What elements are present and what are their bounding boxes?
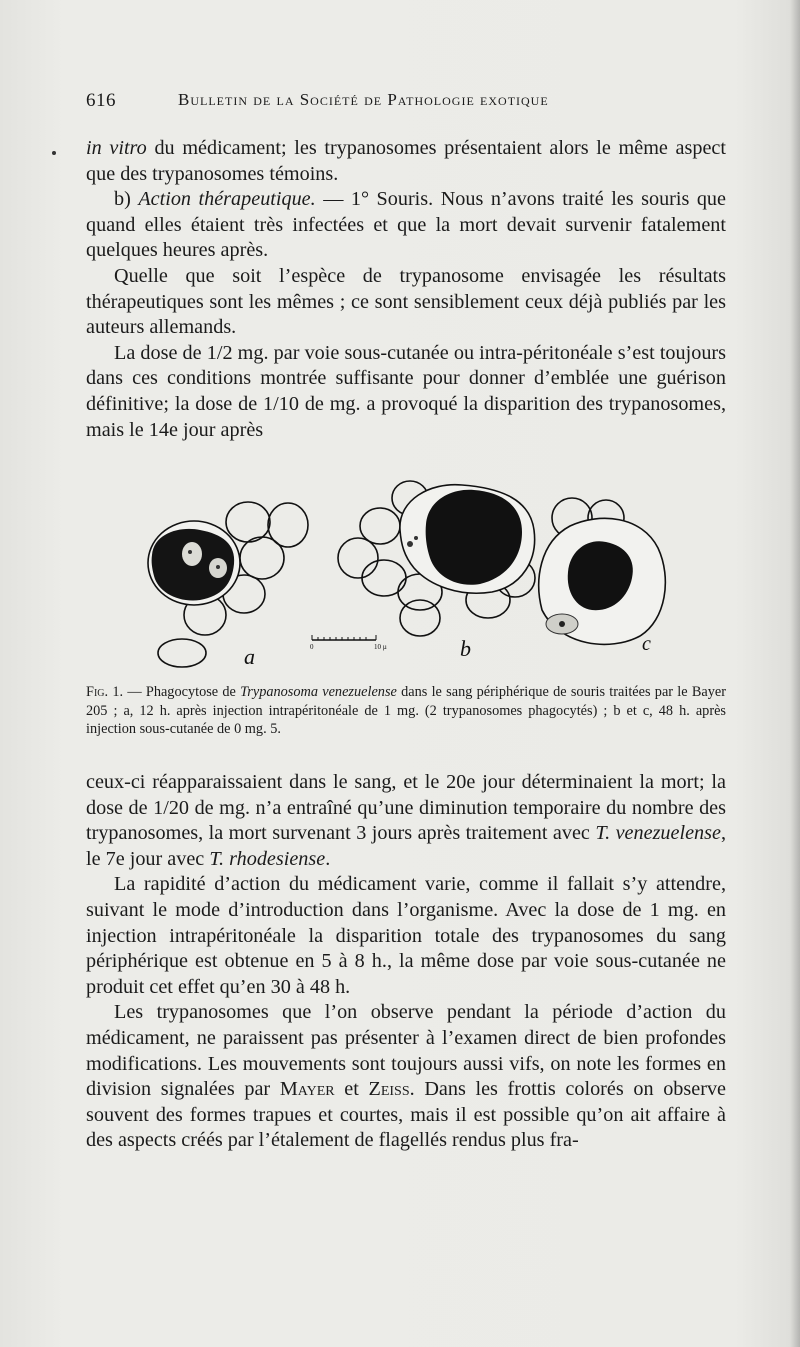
red-cell <box>362 560 406 596</box>
text-run: , le 7e jour avec <box>86 822 727 870</box>
italic-heading: Action thérapeutique. <box>138 188 316 211</box>
caption-text: dans le sang périphérique de souris traitées par le Bayer 205 ; a, 12 h. après injection intrapéritonéale de 1 mg. (2 trypanosomes phagocytés) ; b et c, 48 h. après injection sous-cutanée de 0 mg. 5. <box>86 684 727 737</box>
author-name: Mayer <box>279 1078 335 1101</box>
paragraph <box>86 264 726 341</box>
caption-species: Trypanosoma venezuelense <box>240 684 397 700</box>
running-header <box>86 90 726 116</box>
red-cell <box>240 537 284 579</box>
paragraph <box>86 1000 726 1154</box>
figure-illustration <box>130 460 700 682</box>
text-run: La rapidité d’action du médicament varie, comme il fallait s’y attendre, suivant le mode d’introduction dans l’organisme. Avec la dose de 1 mg. en injection intrapéritonéale la disparition totale des trypanosomes du sang périphérique est obtenue en 5 à 8 h., la même dose par voie sous-cutanée ne produit cet effet qu’en 30 à 48 h. <box>86 873 726 998</box>
phagocytosis-drawing <box>130 460 700 682</box>
text-run: . <box>325 847 331 870</box>
italic-phrase: in vitro <box>86 137 147 159</box>
trypanosome-dot <box>188 550 192 554</box>
text-run: b) <box>114 188 139 211</box>
red-cell <box>360 508 400 544</box>
text-run: . Dans les frottis colorés on observe souvent des formes trapues et courtes, mais il est possible qu’on ait affaire à des aspects créés par l’étalement de flagellés rendus plus fra- <box>86 1078 726 1152</box>
panel-label-c: c <box>642 633 651 655</box>
paragraph <box>86 341 726 443</box>
leucocyte-b <box>400 485 535 594</box>
text-run: — 1° Souris. Nous n’avons traité les souris que quand elles étaient très infectées et que la mort devait survenir fatalement quelques heures après. <box>86 188 726 262</box>
running-title: Bulletin de la Société de Pathologie exotique <box>178 90 549 109</box>
scale-start-label: 0 <box>310 643 314 651</box>
scale-bar <box>310 635 387 651</box>
author-name: Zeiss <box>368 1078 410 1101</box>
red-cell <box>226 502 270 542</box>
text-run: Quelle que soit l’espèce de trypanosome envisagée les résultats thérapeutiques sont les mêmes ; ce sont sensiblement ceux déjà publiés par les auteurs allemands. <box>86 264 726 339</box>
trypanosome-dot <box>559 621 565 627</box>
text-run: du médicament; les trypanosomes présentaient alors le même aspect que des trypanosomes témoins. <box>86 137 726 185</box>
scale-end-label: 10 µ <box>374 643 387 651</box>
text-run: et <box>334 1078 369 1101</box>
vacuole <box>182 542 202 566</box>
red-cell <box>158 639 206 667</box>
figure-caption <box>86 683 726 739</box>
trypanosome-dot <box>414 536 418 540</box>
caption-label: Fig. 1. <box>86 684 124 700</box>
italic-species: T. rhodesiense <box>209 847 326 870</box>
trypanosome-dot <box>216 565 220 569</box>
italic-species: T. venezuelense <box>595 822 721 845</box>
text-run: ceux-ci réapparaissaient dans le sang, et le 20e jour déterminaient la mort; la dose de 1/20 de mg. n’a entraîné qu’une diminution temporaire du nombre des trypanosomes, la mort survenant 3 jours après traitement avec <box>86 771 726 845</box>
margin-mark <box>52 151 56 155</box>
leucocyte-a <box>148 521 240 605</box>
paragraph <box>86 770 726 872</box>
page-edge <box>790 0 800 1347</box>
caption-text: — Phagocytose de <box>123 684 241 700</box>
page-number: 616 <box>86 90 116 111</box>
red-cell <box>338 538 378 578</box>
red-cell <box>400 600 440 636</box>
text-run: Les trypanosomes que l’on observe pendant la période d’action du médicament, ne paraissent pas présenter à l’examen direct de bien profondes modifications. Les mouvements sont toujours aussi vifs, on note les formes en division signalées par <box>86 1001 726 1101</box>
paragraph <box>86 187 726 264</box>
trypanosome-dot <box>407 541 413 547</box>
paragraph <box>86 872 726 1000</box>
body-text-top <box>86 136 726 443</box>
panel-label-b: b <box>460 636 471 661</box>
leucocyte-c <box>539 518 666 644</box>
text-run: La dose de 1/2 mg. par voie sous-cutanée ou intra-péritonéale s’est toujours dans ces conditions montrée suffisante pour donner d’emblée une guérison définitive; la dose de 1/10 de mg. a provoqué la disparition des trypanosomes, mais le 14e jour après <box>86 341 726 441</box>
paragraph <box>86 136 726 187</box>
body-text-bottom <box>86 770 726 1154</box>
panel-label-a: a <box>244 644 255 669</box>
